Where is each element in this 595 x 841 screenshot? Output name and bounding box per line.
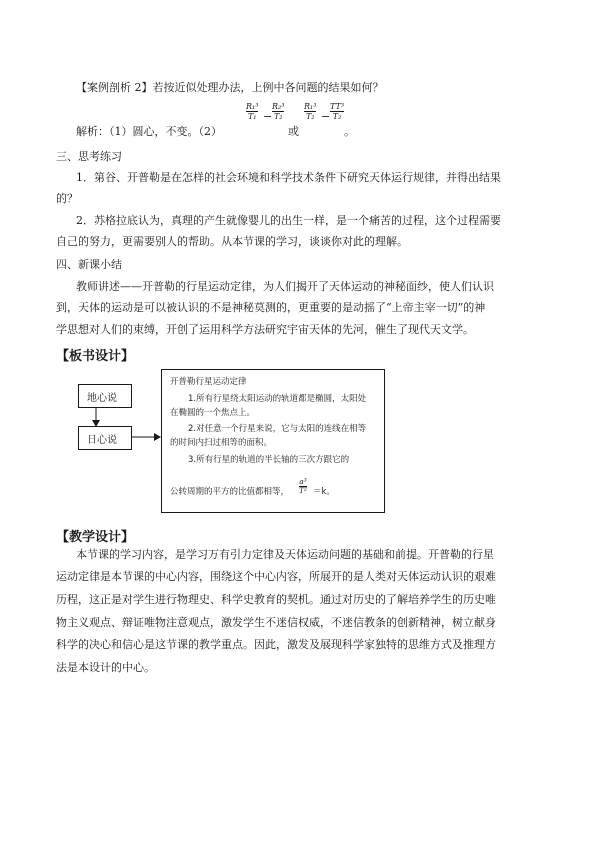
- law-2-line-2: 的时间内扫过相等的面积。: [170, 438, 273, 448]
- formula-2-num-2: TT³: [330, 102, 345, 111]
- section-3-title: 三、思考练习: [56, 150, 122, 163]
- law-2-line-1: 2.对任意一个行星来说，它与太阳的连线在相等: [188, 424, 367, 434]
- law-3-suffix: ＝k。: [313, 487, 335, 497]
- geocentric-label: 地心说: [87, 393, 117, 404]
- teaching-line-3: 历程，这正是对学生进行物理史、科学史教育的契机。通过对历史的了解培养学生的历史唯: [56, 593, 496, 606]
- geocentric-box: [78, 384, 132, 408]
- teaching-line-2: 运动定律是本节课的中心内容，围绕这个中心内容，所展开的是人类对天体运动认识的艰难: [56, 570, 496, 583]
- formula-2-den-1: T₂: [305, 112, 315, 121]
- law-1-line-2: 在椭圆的一个焦点上。: [170, 408, 256, 418]
- teaching-line-4: 物主义观点、辩证唯物注意观点，激发学生不迷信权威，不迷信教条的创新精神，树立献身: [56, 616, 496, 629]
- heliocentric-box: [78, 426, 132, 450]
- or-word: 或: [288, 125, 299, 138]
- minus-sign: −: [321, 110, 331, 123]
- arrow-right-icon: [154, 433, 161, 441]
- kepler-laws-box: [161, 369, 385, 513]
- period: 。: [344, 125, 355, 138]
- summary-line-3: 学思想对人们的束缚，开创了运用科学方法研究宇宙天体的先河，催生了现代天文学。: [56, 323, 474, 336]
- formula-2-num-1: R₁³: [304, 102, 317, 111]
- case-analysis-answer: 解析：（1）圆心，不变。（2）: [76, 125, 222, 138]
- question-2-line-2: 自己的努力，更需要别人的帮助。从本节课的学习，谈谈你对此的理解。: [56, 235, 408, 248]
- law-1-line-1: 1.所有行星绕太阳运动的轨道都是椭圆，太阳处: [188, 394, 367, 404]
- formula-1-num-2: R₂³: [272, 102, 285, 111]
- section-4-title: 四、新课小结: [56, 258, 122, 271]
- summary-line-2: 到，天体的运动是可以被认识的不是神秘莫测的，更重要的是动摇了“上帝主宰一切”的神: [56, 301, 486, 314]
- formula-1-den-1: T₁: [247, 112, 257, 121]
- teaching-line-6: 法是本设计的中心。: [56, 661, 155, 674]
- question-2-line-1: 2．苏格拉底认为，真理的产生就像婴儿的出生一样，是一个痛苦的过程，这个过程需要: [76, 214, 501, 227]
- teaching-line-1: 本节课的学习内容，是学习万有引力定律及天体运动问题的基础和前提。开普勒的行星: [76, 548, 494, 561]
- formula-1-num-1: R₁³: [246, 102, 259, 111]
- minus-sign: −: [263, 110, 273, 123]
- heliocentric-label: 日心说: [87, 435, 117, 446]
- teaching-line-5: 科学的决心和信心是这节课的教学重点。因此，激发及展现科学家独特的思维方式及推理方: [56, 638, 496, 651]
- formula-1-den-2: T₂: [273, 112, 283, 121]
- law-3-line-2: 公转周期的平方的比值都相等，: [170, 487, 290, 497]
- case-analysis-prompt: 【案例剖析 2】若按近似处理办法，上例中各问题的结果如何？: [76, 81, 384, 94]
- law-3-numerator: a³: [299, 477, 307, 486]
- board-design-heading: 【板书设计】: [56, 349, 135, 364]
- kepler-laws-title: 开普勒行星运动定律: [170, 377, 247, 387]
- law-3-line-1: 3.所有行星的轨道的半长轴的三次方跟它的: [188, 455, 350, 465]
- teaching-design-heading: 【教学设计】: [56, 530, 135, 545]
- law-3-denominator: T²: [299, 486, 308, 495]
- formula-2-den-2: T₂: [332, 112, 342, 121]
- question-1-line-1: 1．第谷、开普勒是在怎样的社会环境和科学技术条件下研究天体运行规律，并得出结果: [76, 171, 501, 184]
- law-3-fraction: [299, 478, 307, 495]
- summary-line-1: 教师讲述——开普勒的行星运动定律，为人们揭开了天体运动的神秘面纱，使人们认识: [76, 280, 494, 293]
- question-1-line-2: 的？: [56, 192, 78, 205]
